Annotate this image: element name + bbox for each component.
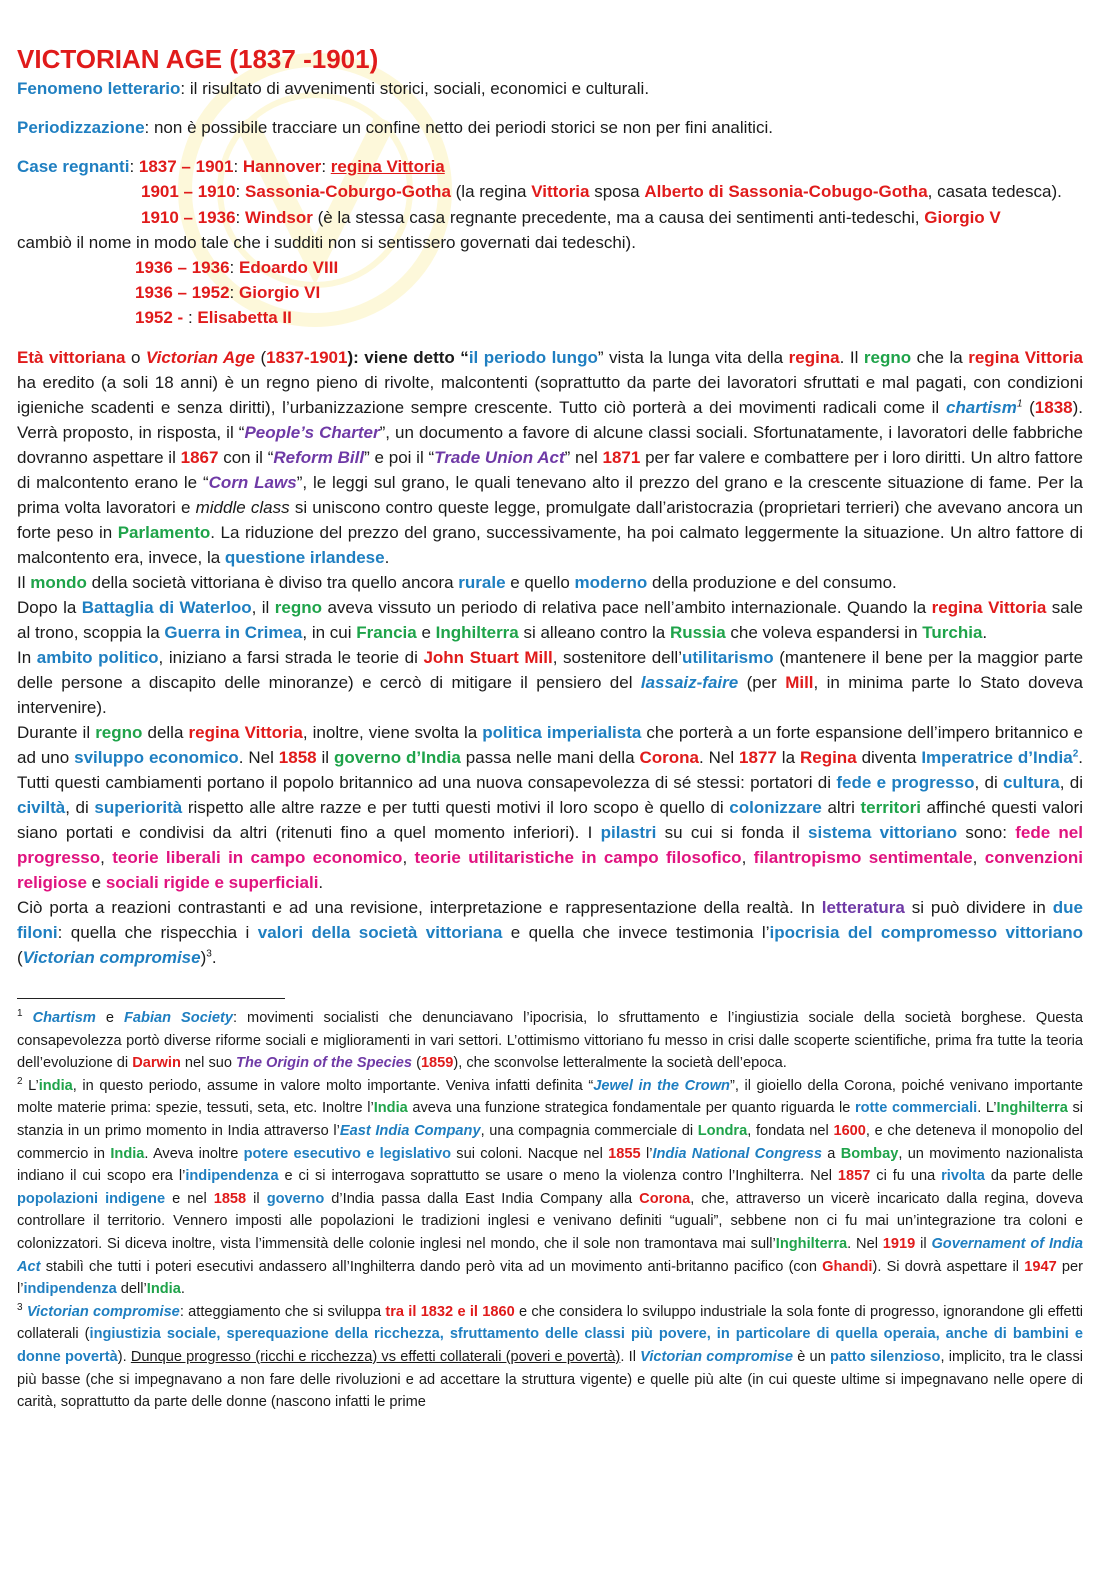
house-row: 1936 – 1936: Edoardo VIII	[135, 258, 339, 277]
t: In	[17, 648, 37, 667]
t: , inoltre, viene svolta la	[302, 723, 483, 742]
t: che voleva espandersi in	[725, 623, 923, 642]
t: 1919	[882, 1235, 916, 1252]
t: e quello	[505, 573, 575, 592]
monarch: Vittoria	[531, 182, 590, 201]
t: Dunque progresso (ricchi e ricchezza) vs effetti collaterali (poveri e povertà)	[130, 1348, 621, 1365]
t: , in minima parte lo Stato doveva intervenire).	[17, 673, 1083, 717]
t: politica imperialista	[482, 723, 642, 742]
t: ”, un documento a favore di alcune classi sociali. Sfortunatamente, i lavoratori delle fabbriche dovranno aspettare il	[17, 423, 1083, 467]
t: (mantenere il bene per la maggior parte delle persone a discapito delle minoranze) e cercò di mitigare il pensiero del	[17, 648, 1084, 692]
t: (	[412, 1055, 421, 1072]
text: (la regina	[450, 182, 532, 201]
t: e	[86, 873, 106, 892]
years: 1936 – 1952	[135, 283, 230, 302]
t: Turchia	[922, 623, 983, 642]
t: sono:	[957, 823, 1016, 842]
t: sui coloni. Nacque nel	[451, 1145, 609, 1162]
t: ).	[117, 1348, 131, 1365]
t: Età vittoriana	[17, 348, 126, 367]
t: L’	[22, 1077, 39, 1094]
paragraph-politics	[17, 645, 1083, 720]
t: il	[246, 1190, 267, 1207]
t: si alleano contro la	[518, 623, 670, 642]
years: 1936 – 1936	[135, 258, 230, 277]
t: colonizzare	[729, 798, 822, 817]
t: ” vista la lunga vita della	[597, 348, 789, 367]
t: moderno	[574, 573, 648, 592]
house-row: 1936 – 1952: Giorgio VI	[135, 283, 321, 302]
t: 1877	[739, 748, 777, 767]
t: , una compagnia commerciale di	[480, 1122, 698, 1139]
t: Durante il	[17, 723, 96, 742]
monarch: regina Vittoria	[330, 157, 445, 176]
t: (	[17, 948, 23, 967]
t: territori	[860, 798, 921, 817]
t: tra il 1832 e il 1860	[385, 1303, 515, 1320]
years: 1952 -	[135, 308, 188, 327]
document-content	[17, 42, 1083, 1414]
term: Fenomeno letterario	[17, 79, 181, 98]
t: potere esecutivo e legislativo	[243, 1145, 451, 1162]
paragraph-imperialism	[17, 720, 1083, 895]
t: l’	[640, 1145, 653, 1162]
t: si uniscono contro queste legge, promulgate dall’aristocrazia (proprietari terrieri) che avevano ancora un forte peso in	[17, 498, 1083, 542]
t: aveva una funzione strategica fondamentale per quanto riguarda le	[407, 1100, 855, 1117]
term: Case regnanti	[17, 157, 130, 176]
t: rotte commerciali	[854, 1100, 978, 1117]
footnote-2	[17, 1075, 1083, 1301]
t: .	[982, 623, 988, 642]
t: teorie utilitaristiche in campo filosofico	[414, 848, 742, 867]
page-title: VICTORIAN AGE (1837 -1901)	[17, 44, 379, 74]
footnote-divider	[17, 998, 285, 999]
t: , di	[65, 798, 95, 817]
t: sistema vittoriano	[808, 823, 958, 842]
t: cultura	[1003, 773, 1060, 792]
t: la	[776, 748, 800, 767]
footnote-3	[17, 1301, 1083, 1414]
t: e	[95, 1010, 124, 1026]
t: Imperatrice d’India	[921, 748, 1073, 767]
footnote-number: 2	[17, 1075, 23, 1087]
t: 1871	[602, 448, 641, 467]
t: )	[200, 948, 207, 967]
t: People’s Charter	[244, 423, 380, 442]
text: (è la stessa casa regnante precedente, ma a causa dei sentimenti anti-tedeschi,	[312, 208, 925, 227]
t: teorie liberali in campo economico	[112, 848, 403, 867]
t: .	[384, 548, 390, 567]
t: che porterà a un forte espansione dell’impero britannico e ad uno	[17, 723, 1083, 767]
t: Il	[17, 573, 31, 592]
intro-periodizzazione	[17, 115, 1083, 140]
t: si può dividere in	[904, 898, 1053, 917]
t: : quella che rispecchia i	[57, 923, 258, 942]
t: e quella che invece testimonia l’	[502, 923, 770, 942]
house-row: Case regnanti: 1837 – 1901: Hannover: regina Vittoria	[17, 157, 445, 176]
t: Chartism	[32, 1010, 96, 1026]
t: Victorian Age	[145, 348, 256, 367]
t: Inghilterra	[996, 1100, 1068, 1117]
t: rivolta	[941, 1168, 985, 1185]
t: ci fu una	[870, 1168, 942, 1185]
t: ,	[972, 848, 985, 867]
t: John Stuart Mill	[423, 648, 553, 667]
t: Reform Bill	[273, 448, 365, 467]
house-name: Windsor	[245, 208, 313, 227]
t: utilitarismo	[682, 648, 774, 667]
t: Ghandi	[822, 1258, 873, 1275]
t: Corona	[639, 748, 699, 767]
paragraph-crimea	[17, 595, 1083, 645]
t: convenzioni religiose	[17, 848, 1083, 892]
t: Corona	[639, 1190, 691, 1207]
t: letteratura	[821, 898, 905, 917]
t: Victorian compromise	[22, 948, 201, 967]
footnote-ref: 1	[1016, 398, 1023, 410]
t: Trade Union Act	[434, 448, 565, 467]
t: su cui si fonda il	[656, 823, 809, 842]
t: Dopo la	[17, 598, 82, 617]
t: ,	[100, 848, 113, 867]
t: affinché questi valori siano portati e condivisi da altri (ritenuti fino a quel momento inferiori). I	[17, 798, 1083, 842]
t: The Origin of the Species	[236, 1055, 413, 1072]
t: Londra	[697, 1122, 748, 1139]
footnotes	[17, 1007, 1083, 1414]
t: per far valere e combattere per i loro diritti. Un altro fattore di malcontento erano le “	[17, 448, 1083, 492]
t: (	[255, 348, 267, 367]
t: è un	[793, 1348, 831, 1365]
t: , di	[1059, 773, 1083, 792]
person: Alberto di Sassonia-Cobugo-Gotha	[644, 182, 928, 201]
t: , in cui	[302, 623, 357, 642]
t: 1859	[420, 1055, 454, 1072]
t: con il “	[218, 448, 274, 467]
t: filantropismo sentimentale	[753, 848, 973, 867]
t: il periodo lungo	[468, 348, 598, 367]
t: nel suo	[180, 1055, 237, 1072]
t: 1855	[608, 1145, 641, 1162]
years: 1910 – 1936	[141, 208, 236, 227]
t: che la	[911, 348, 969, 367]
t: Darwin	[132, 1055, 181, 1072]
t: civiltà	[17, 798, 66, 817]
t: ”, le leggi sul grano, le quali tenevano alto il prezzo del grano e la crescente situazione di fame. Per la prima volta lavoratori e	[17, 473, 1083, 517]
footnote-ref: 3	[206, 948, 212, 960]
t: , il	[251, 598, 275, 617]
t: (per	[738, 673, 786, 692]
t: regno	[274, 598, 323, 617]
t: per l’	[17, 1258, 1083, 1298]
t: pilastri	[600, 823, 657, 842]
t: da parte delle	[984, 1168, 1083, 1185]
t: mondo	[30, 573, 87, 592]
t: due filoni	[17, 898, 1083, 942]
t: governo d’India	[334, 748, 461, 767]
t: ingiustizia sociale, sperequazione della ricchezza, sfruttamento delle classi più povere, in particolare di quella operaia, anche di bambini e donne povertà	[17, 1326, 1083, 1365]
text: sposa	[589, 182, 645, 201]
t: Fabian Society	[124, 1010, 233, 1026]
t: East India Company	[339, 1122, 481, 1139]
t: . Il	[620, 1348, 641, 1365]
t: ambito politico	[36, 648, 159, 667]
footnote-number: 3	[17, 1301, 23, 1313]
t: Regina	[799, 748, 857, 767]
paragraph-society	[17, 570, 1083, 595]
t: aveva vissuto un periodo di relativa pace nell’ambito internazionale. Quando la	[322, 598, 932, 617]
monarch: Giorgio V	[924, 208, 1001, 227]
house-name: Sassonia-Coburgo-Gotha	[245, 182, 451, 201]
t: 1600	[833, 1122, 866, 1139]
t: superiorità	[94, 798, 183, 817]
t: . L’	[977, 1100, 997, 1117]
t: India National Congress	[652, 1145, 822, 1162]
t: . Nel	[847, 1235, 883, 1252]
t: . Tutti questi cambiamenti portano il popolo britannico ad una nuova consapevolezza di sé stessi: portatori di	[17, 748, 1083, 792]
t: Francia	[356, 623, 417, 642]
t: , in questo periodo, assume in valore molto importante. Veniva infatti definita “	[72, 1077, 594, 1094]
t: Guerra in Crimea	[164, 623, 303, 642]
t: sviluppo economico	[74, 748, 239, 767]
t: ). Si dovrà aspettare il	[872, 1258, 1025, 1275]
t: . Il	[839, 348, 864, 367]
t: valori della società vittoriana	[257, 923, 503, 942]
house-row: 1901 – 1910: Sassonia-Coburgo-Gotha (la regina Vittoria sposa Alberto di Sassonia-Cobugo-Gotha, casata tedesca).	[141, 182, 1062, 201]
t: India	[146, 1281, 181, 1298]
monarch: Elisabetta II	[197, 308, 292, 327]
house-name: Hannover	[242, 157, 322, 176]
t: ), che sconvolse letteralmente la società dell’epoca.	[453, 1055, 787, 1072]
house-row-cont	[17, 230, 1083, 255]
term: Periodizzazione	[17, 118, 145, 137]
t: si stanzia in un primo momento in India attraverso l’	[17, 1100, 1083, 1139]
t: Victorian compromise	[640, 1348, 794, 1365]
t: Battaglia di Waterloo	[81, 598, 252, 617]
t: e ci si interrogava soprattutto se usare o meno la violenza contro l’Inghilterra. Nel	[278, 1168, 838, 1185]
t: indipendenza	[23, 1281, 117, 1298]
t: 1857	[837, 1168, 871, 1185]
t: ” nel	[564, 448, 603, 467]
t: , e che deteneva il monopolio del commercio in	[17, 1122, 1083, 1162]
t: fede e progresso	[836, 773, 975, 792]
t: regina Vittoria	[931, 598, 1047, 617]
t: chartism	[945, 398, 1017, 417]
t: della produzione e del consumo.	[647, 573, 897, 592]
t: della	[142, 723, 189, 742]
text: : il risultato di avvenimenti storici, sociali, economici e culturali.	[180, 79, 650, 98]
t: , iniziano a farsi strada le teorie di	[158, 648, 424, 667]
t: sale al trono, scoppia la	[17, 598, 1083, 642]
t: 1867	[180, 448, 219, 467]
t: Mill	[785, 673, 814, 692]
t: lassaiz-faire	[640, 673, 739, 692]
t: 1838	[1034, 398, 1073, 417]
t: .	[211, 948, 217, 967]
t: . Nel	[238, 748, 279, 767]
text: cambiò il nome in modo tale che i sudditi non si sentissero governati dai tedeschi).	[17, 233, 636, 252]
t: Inghilterra	[435, 623, 519, 642]
t: Russia	[669, 623, 726, 642]
paragraph-victorian-age	[17, 345, 1083, 570]
t: .	[318, 873, 324, 892]
t: ). Verrà proposto, in risposta, il “	[17, 398, 1084, 442]
t: Ciò porta a reazioni contrastanti e ad una revisione, interpretazione e rappresentazione della realtà. In	[17, 898, 822, 917]
t: regina	[788, 348, 840, 367]
t: regina Vittoria	[968, 348, 1083, 367]
t: diventa	[856, 748, 922, 767]
t: regina Vittoria	[188, 723, 303, 742]
intro-fenomeno	[17, 76, 1083, 101]
t: sociali rigide e superficiali	[105, 873, 319, 892]
t: e che considera lo sviluppo industriale la sola fonte di progresso, ignorandone gli effetti collaterali (	[17, 1303, 1083, 1343]
years: 1837 – 1901	[138, 157, 234, 176]
t: ha eredito (a soli 18 anni) è un regno pieno di rivolte, malcontenti (soprattutto da parte dei lavoratori sfruttati e mal pagati, con condizioni igieniche scadenti e senza diritti), l’urbanizzazione sempre crescente. Tutto ciò porterà a dei movimenti radicali come il	[17, 373, 1083, 417]
t: Corn Laws	[208, 473, 297, 492]
t: , implicito, tra le classi più basse (che si impegnavano a non fare delle rivoluzioni e ad accettare la struttura vigente) e quelle più alte (in cui queste ultime si impegnavano nelle opere di carità, soprattutto da parte delle donne (nascono infatti le prime	[17, 1348, 1083, 1411]
t: regno	[863, 348, 912, 367]
t: rispetto alle altre razze e per tutti questi motivi il loro scopo è quello di	[182, 798, 730, 817]
t: 1858	[213, 1190, 247, 1207]
t: ”, il gioiello della Corona, poiché venivano importante molte materie prima: spezie, tessuti, seta, etc. Inoltre l’	[17, 1077, 1084, 1117]
t: . Nel	[698, 748, 740, 767]
t: Jewel in the Crown	[593, 1077, 730, 1094]
t: .	[180, 1281, 185, 1298]
t: india	[38, 1077, 73, 1094]
footnote-number: 1	[17, 1008, 23, 1020]
t: governo	[266, 1190, 325, 1207]
t: , sostenitore dell’	[552, 648, 682, 667]
t: , che, attraverso un vicerè incaricato dalla regina, doveva controllare il territorio. Vennero imposti alle popolazioni le tradizioni inglesi e venivano definiti “uguali”, sebbene non ci fu mai un’integrazione tra coloni e colonizzatori. Si diceva inoltre, vista l’immensità delle colonie inglesi nel mondo, che il sole non tramontava mai sull’	[17, 1190, 1083, 1252]
text: , casata tedesca).	[927, 182, 1062, 201]
t: (	[1022, 398, 1035, 417]
t: popolazioni indigene	[17, 1190, 166, 1207]
t: , fondata nel	[747, 1122, 834, 1139]
paragraph-literature	[17, 895, 1083, 970]
t: 1858	[278, 748, 317, 767]
t: : atteggiamento che si sviluppa	[179, 1303, 386, 1320]
t: passa nelle mani della	[460, 748, 640, 767]
t: altri	[821, 798, 861, 817]
t: . Aveva inoltre	[144, 1145, 244, 1162]
t: d’India passa dalla East India Company alla	[324, 1190, 640, 1207]
monarch: Edoardo VIII	[239, 258, 339, 277]
t: 1947	[1024, 1258, 1057, 1275]
t: stabilì che tutti i poteri esecutivi andassero all’Inghilterra dando però vita ad un movimento anti-britanno pacifico (con	[40, 1258, 823, 1275]
years: 1901 – 1910	[141, 182, 236, 201]
t: , di	[974, 773, 1004, 792]
t: e nel	[165, 1190, 214, 1207]
t: Governament of India Act	[17, 1235, 1084, 1275]
t: o	[125, 348, 146, 367]
house-row: 1910 – 1936: Windsor (è la stessa casa regnante precedente, ma a causa dei sentimenti anti-tedeschi, Giorgio V	[141, 208, 1001, 227]
t: ipocrisia del compromesso vittoriano	[769, 923, 1083, 942]
t: India	[373, 1100, 408, 1117]
t: middle class	[195, 498, 290, 517]
text: : non è possibile tracciare un confine netto dei periodi storici se non per fini analitici.	[144, 118, 773, 137]
t: questione irlandese	[224, 548, 385, 567]
t: Bombay	[840, 1145, 899, 1162]
t: ): viene detto “	[347, 348, 469, 367]
t: e	[416, 623, 436, 642]
t: indipendenza	[185, 1168, 279, 1185]
t: a	[822, 1145, 841, 1162]
t: ” e poi il “	[364, 448, 435, 467]
t: ,	[402, 848, 415, 867]
t: rurale	[458, 573, 506, 592]
t: della società vittoriana è diviso tra quello ancora	[86, 573, 459, 592]
t: , un movimento nazionalista indiano il cui scopo era l’	[17, 1145, 1083, 1185]
t: fede nel progresso	[17, 823, 1083, 867]
footnote-1	[17, 1007, 1083, 1075]
t: Victorian compromise	[26, 1303, 180, 1320]
ruling-houses	[17, 154, 1083, 330]
t: il	[915, 1235, 932, 1252]
t: Inghilterra	[775, 1235, 848, 1252]
t: Parlamento	[117, 523, 211, 542]
house-row: 1952 - : Elisabetta II	[135, 308, 292, 327]
t: il	[316, 748, 335, 767]
t: patto silenzioso	[830, 1348, 941, 1365]
t: . La riduzione del prezzo del grano, successivamente, ha poi calmato leggermente la situazione. Un altro fattore di malcontento era, invece, la	[17, 523, 1083, 567]
t: India	[110, 1145, 145, 1162]
t: regno	[95, 723, 143, 742]
footnote-ref: 2	[1072, 748, 1079, 760]
t: : movimenti socialisti che denunciavano l’ipocrisia, lo sfruttamento e l’ingiustizia sociale della società borghese. Questa consapevolezza portò diverse riforme sociali e miglioramenti in vari settori. L’ottimismo vittoriano fu messo in crisi dalle scoperte scientifiche, prima fra tutte la teoria dell’evoluzione di	[17, 1010, 1083, 1072]
t: ,	[741, 848, 754, 867]
t: 1837-1901	[266, 348, 348, 367]
monarch: Giorgio VI	[239, 283, 321, 302]
t: dell’	[116, 1281, 147, 1298]
